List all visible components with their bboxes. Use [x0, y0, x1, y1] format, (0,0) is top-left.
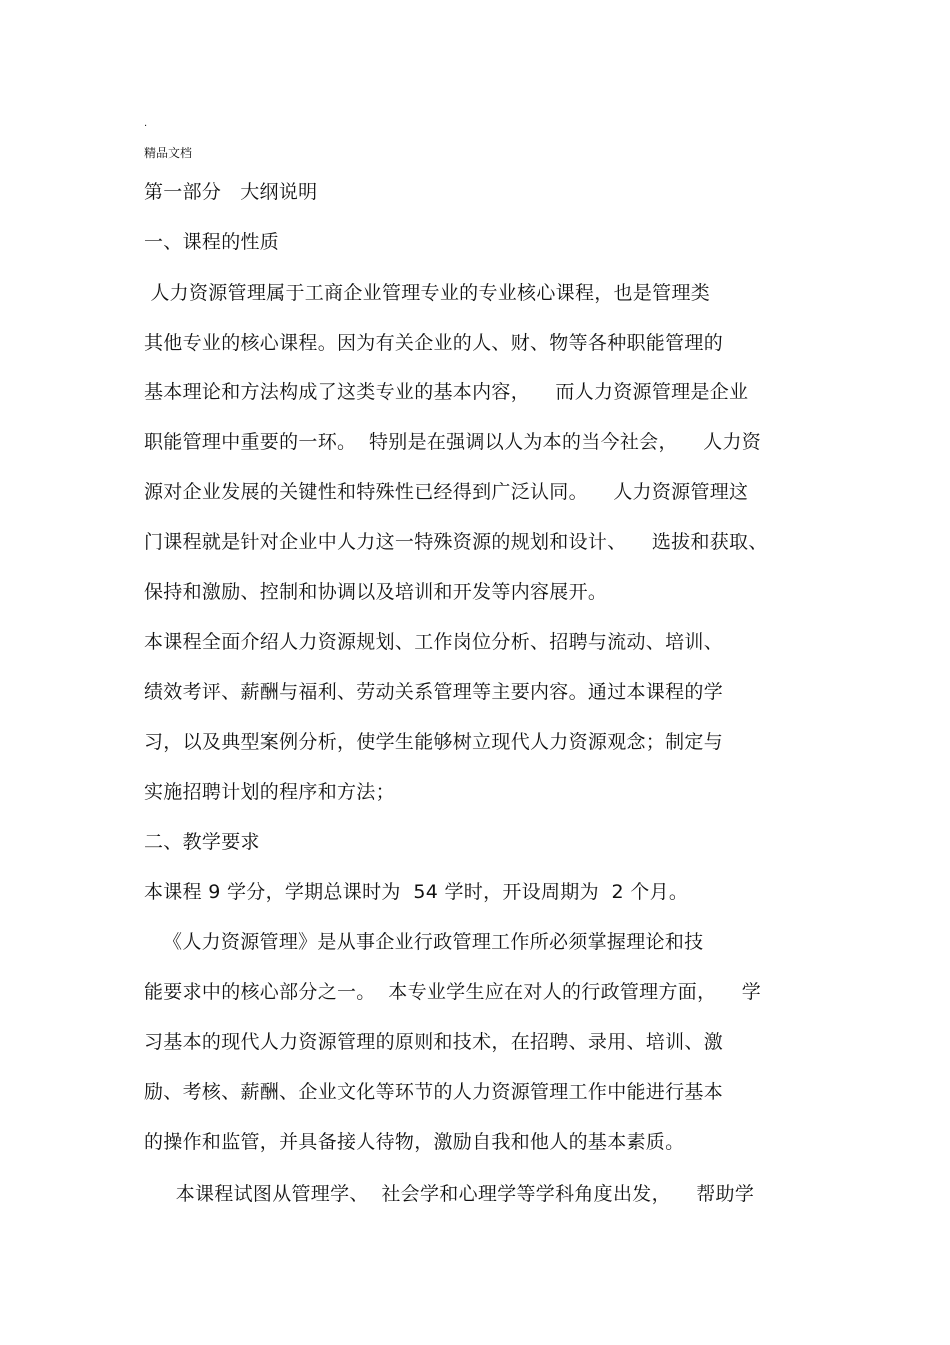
text-line: 能要求中的核心部分之一。 本专业学生应在对人的行政管理方面， 学: [144, 981, 762, 1003]
section-heading-2: 二、教学要求: [144, 831, 260, 853]
header-label: 精品文档: [144, 146, 193, 160]
part-title: 第一部分 大纲说明: [144, 181, 318, 203]
text-line: 习，以及典型案例分析，使学生能够树立现代人力资源观念；制定与: [144, 731, 724, 753]
text-line: 门课程就是针对企业中人力这一特殊资源的规划和设计、 选拔和获取、: [144, 531, 768, 553]
section-heading-1: 一、课程的性质: [144, 231, 280, 253]
text-line: 《人力资源管理》是从事企业行政管理工作所必须掌握理论和技: [144, 931, 704, 953]
text-line: 职能管理中重要的一环。 特别是在强调以人为本的当今社会， 人力资: [144, 431, 762, 453]
text-line: 的操作和监管，并具备接人待物，激励自我和他人的基本素质。: [144, 1131, 685, 1153]
text-line: 实施招聘计划的程序和方法；: [144, 781, 395, 803]
text-line: 基本理论和方法构成了这类专业的基本内容， 而人力资源管理是企业: [144, 381, 749, 403]
text-line: 人力资源管理属于工商企业管理专业的专业核心课程，也是管理类: [144, 282, 711, 304]
text-line: 本课程 9 学分，学期总课时为 54 学时，开设周期为 2 个月。: [144, 881, 689, 903]
text-line: 绩效考评、薪酬与福利、劳动关系管理等主要内容。通过本课程的学: [144, 681, 724, 703]
text-line: 保持和激励、控制和协调以及培训和开发等内容展开。: [144, 581, 608, 603]
text-line: 本课程试图从管理学、 社会学和心理学等学科角度出发， 帮助学: [144, 1183, 755, 1205]
text-line: 本课程全面介绍人力资源规划、工作岗位分析、招聘与流动、培训、: [144, 631, 724, 653]
text-line: 习基本的现代人力资源管理的原则和技术，在招聘、录用、培训、激: [144, 1031, 724, 1053]
header-dot: .: [144, 118, 148, 129]
text-line: 其他专业的核心课程。因为有关企业的人、财、物等各种职能管理的: [144, 332, 724, 354]
text-line: 源对企业发展的关键性和特殊性已经得到广泛认同。 人力资源管理这: [144, 481, 749, 503]
text-line: 励、考核、薪酬、企业文化等环节的人力资源管理工作中能进行基本: [144, 1081, 724, 1103]
